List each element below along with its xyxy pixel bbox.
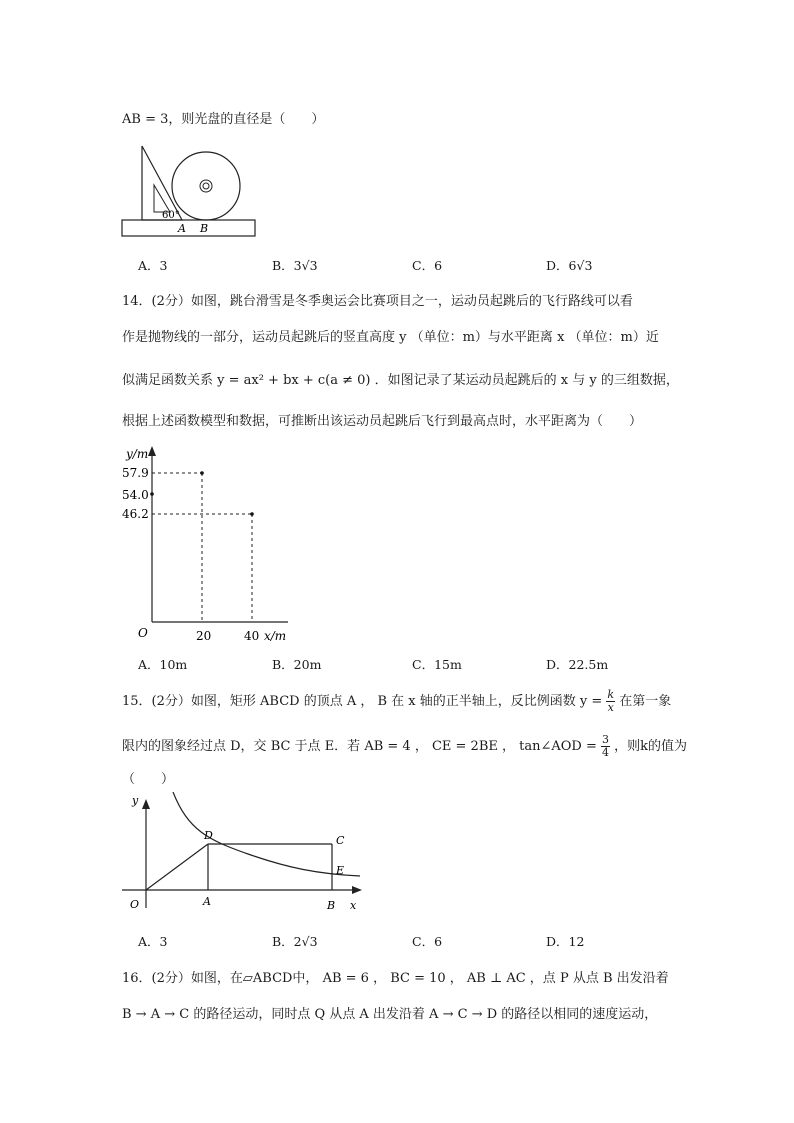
q14-line-1: 14．(2分）如图，跳台滑雪是冬季奥运会比赛项目之一，运动员起跳后的飞行路线可以看 bbox=[122, 294, 633, 309]
q15-line-1 bbox=[122, 689, 671, 714]
q15-point-a: A bbox=[203, 895, 211, 908]
q16-line-1: 16．(2分）如图，在▱ABCD中， AB = 6 ， BC = 10 ， AB ⊥ AC ，点 P 从点 B 出发沿着 bbox=[122, 971, 669, 986]
q13-stem: AB = 3，则光盘的直径是（ ） bbox=[122, 112, 325, 127]
q15-fraction-k-x: $\frac{k}{x}$ bbox=[607, 688, 615, 714]
q15-figure bbox=[118, 792, 368, 917]
q14-choice-c[interactable]: C．15m bbox=[412, 657, 462, 672]
q13-disc bbox=[172, 152, 240, 220]
q14-ytick-2: 54.0 bbox=[122, 488, 149, 502]
q13-angle-label: 60° bbox=[162, 210, 180, 221]
q14-origin: O bbox=[138, 626, 148, 640]
q14-ytick-1: 57.9 bbox=[122, 466, 149, 480]
q13-figure bbox=[120, 140, 260, 240]
q15-line-2a: 限内的图象经过点 D，交 BC 于点 E．若 AB = 4 ， CE = 2BE ， tan∠AOD = bbox=[122, 739, 597, 754]
q13-choice-c[interactable]: C．6 bbox=[412, 258, 443, 273]
q16-line-2: B → A → C 的路径运动，同时点 Q 从点 A 出发沿着 A → C → D 的路径以相同的速度运动， bbox=[122, 1007, 658, 1022]
q14-data-point-1 bbox=[200, 471, 204, 475]
q13-choice-a[interactable]: A．3 bbox=[138, 258, 168, 273]
q15-choice-a[interactable]: A．3 bbox=[138, 934, 168, 949]
q15-line-1a: 15．(2分）如图，矩形 ABCD 的顶点 A ， B 在 x 轴的正半轴上，反比例函数 y = bbox=[122, 694, 603, 709]
q14-line-4: 根据上述函数模型和数据，可推断出该运动员起跳后飞行到最高点时，水平距离为（ ） bbox=[122, 414, 643, 429]
q15-y-label: y bbox=[132, 794, 139, 807]
q14-choice-b[interactable]: B．20m bbox=[272, 657, 322, 672]
q14-line-3: 似满足函数关系 y = ax² + bx + c(a ≠ 0) ．如图记录了某运动员起跳后的 x 与 y 的三组数据， bbox=[122, 373, 679, 388]
q14-choice-d[interactable]: D．22.5m bbox=[546, 657, 609, 672]
q15-y-axis-arrow bbox=[142, 799, 150, 809]
q13-point-b: B bbox=[200, 222, 209, 235]
q14-graph bbox=[118, 440, 298, 650]
q14-y-axis-arrow bbox=[148, 446, 156, 456]
q15-point-c: C bbox=[336, 834, 345, 847]
q15-choice-c[interactable]: C．6 bbox=[412, 934, 443, 949]
q15-line-1b: 在第一象 bbox=[619, 694, 672, 709]
q15-line-2 bbox=[122, 734, 687, 759]
q13-choice-d[interactable]: D．6√3 bbox=[546, 258, 593, 273]
q13-triangle-inner bbox=[154, 185, 170, 212]
q14-y-label: y/m bbox=[126, 447, 149, 461]
q14-xtick-2: 40 bbox=[244, 629, 260, 643]
q15-point-e: E bbox=[336, 864, 345, 877]
q15-line-2b: ，则k的值为 bbox=[614, 739, 688, 754]
q14-data-point-2 bbox=[250, 512, 254, 516]
q14-x-label: x/m bbox=[264, 629, 287, 643]
q15-choice-b[interactable]: B．2√3 bbox=[272, 934, 318, 949]
q15-x-axis-arrow bbox=[352, 886, 362, 894]
q15-line-3: （ ） bbox=[122, 772, 175, 787]
q13-table-base bbox=[122, 220, 255, 236]
q15-choice-d[interactable]: D．12 bbox=[546, 934, 585, 949]
q14-xtick-1: 20 bbox=[196, 629, 212, 643]
q15-x-label: x bbox=[350, 899, 357, 912]
q14-data-point-0 bbox=[150, 492, 154, 496]
q14-ytick-3: 46.2 bbox=[122, 507, 149, 521]
q15-segment-od bbox=[146, 844, 208, 890]
q14-choice-a[interactable]: A．10m bbox=[138, 657, 188, 672]
q13-disc-hole-outer bbox=[200, 180, 212, 192]
q15-point-b: B bbox=[327, 899, 336, 912]
q15-point-d: D bbox=[204, 829, 213, 842]
q15-point-o: O bbox=[130, 898, 140, 911]
q13-choice-b[interactable]: B．3√3 bbox=[272, 258, 318, 273]
q13-triangle-ruler bbox=[142, 146, 182, 220]
q15-fraction-3-4: $\frac{3}{4}$ bbox=[602, 733, 609, 759]
q13-disc-hole-inner bbox=[203, 183, 209, 189]
q13-point-a: A bbox=[178, 222, 186, 235]
q14-line-2: 作是抛物线的一部分，运动员起跳后的竖直高度 y （单位：m）与水平距离 x （单位：m）近 bbox=[122, 330, 659, 345]
